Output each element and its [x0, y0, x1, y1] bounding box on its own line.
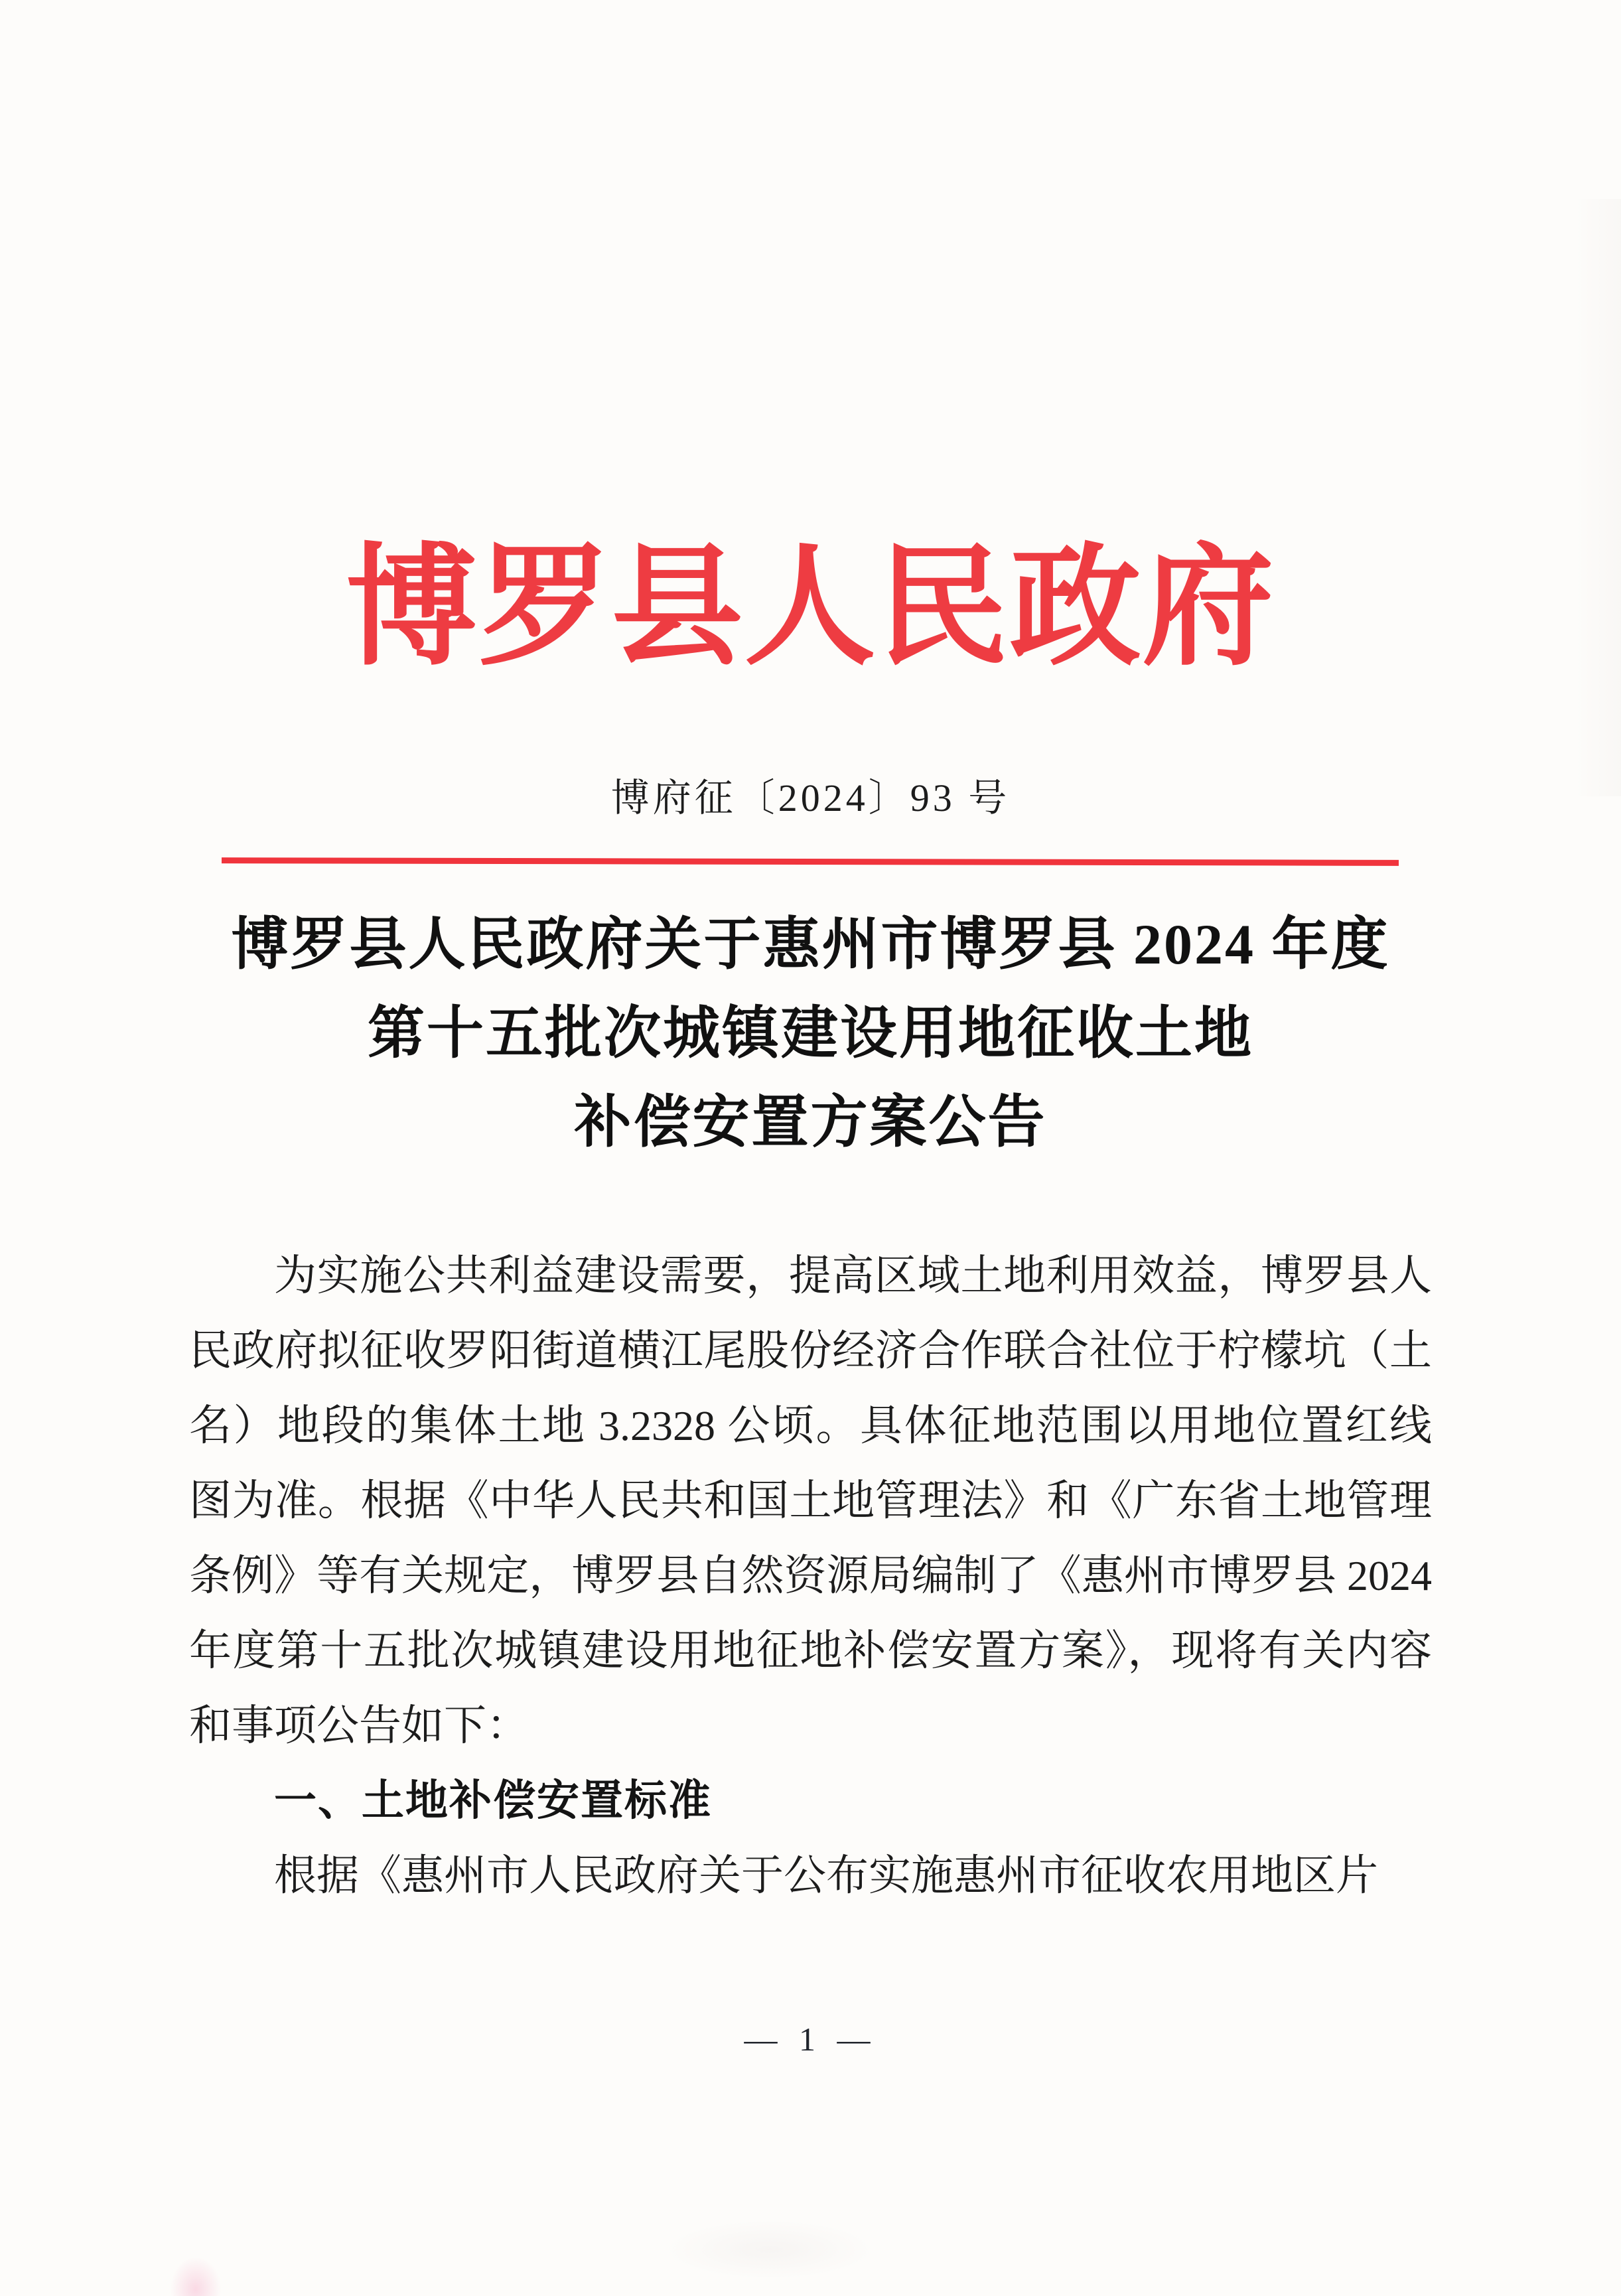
body-paragraph1-line-4: 图为准。根据《中华人民共和国土地管理法》和《广东省土地管理: [189, 1477, 1432, 1524]
section1-heading: 一、土地补偿安置标准: [274, 1776, 712, 1824]
header-separator-line: [222, 857, 1399, 866]
agency-masthead-title: 博罗县人民政府: [346, 536, 1275, 681]
document-title-line-3: 补偿安置方案公告: [574, 1090, 1047, 1154]
body-paragraph2-line-1: 根据《惠州市人民政府关于公布实施惠州市征收农用地区片: [274, 1852, 1378, 1899]
document-title-line-1: 博罗县人民政府关于惠州市博罗县 2024 年度: [231, 912, 1390, 976]
body-paragraph1-line-7: 和事项公告如下：: [189, 1702, 529, 1749]
document-body: [189, 1238, 1432, 1913]
body-paragraph1-line-1: 为实施公共利益建设需要，提高区域土地利用效益，博罗县人: [274, 1252, 1432, 1299]
body-paragraph1-line-5: 条例》等有关规定，博罗县自然资源局编制了《惠州市博罗县 2024: [189, 1552, 1432, 1599]
body-paragraph1-line-6: 年度第十五批次城镇建设用地征地补偿安置方案》，现将有关内容: [189, 1627, 1432, 1674]
body-paragraph1-line-3: 名）地段的集体土地 3.2328 公顷。具体征地范围以用地位置红线: [189, 1402, 1432, 1449]
page-number: — 1 —: [744, 2021, 877, 2058]
document-title-line-2: 第十五批次城镇建设用地征收土地: [368, 1001, 1253, 1065]
body-paragraph1-line-2: 民政府拟征收罗阳街道横江尾股份经济合作联合社位于柠檬坑（土: [189, 1327, 1432, 1374]
scan-artifact-smudge: [159, 2243, 232, 2296]
doc-reference-number: 博府征〔2024〕93 号: [610, 776, 1011, 820]
scan-artifact-edge-shadow: [1575, 199, 1621, 796]
document-title: [0, 900, 1621, 1167]
scan-artifact-smudge: [630, 2210, 909, 2289]
